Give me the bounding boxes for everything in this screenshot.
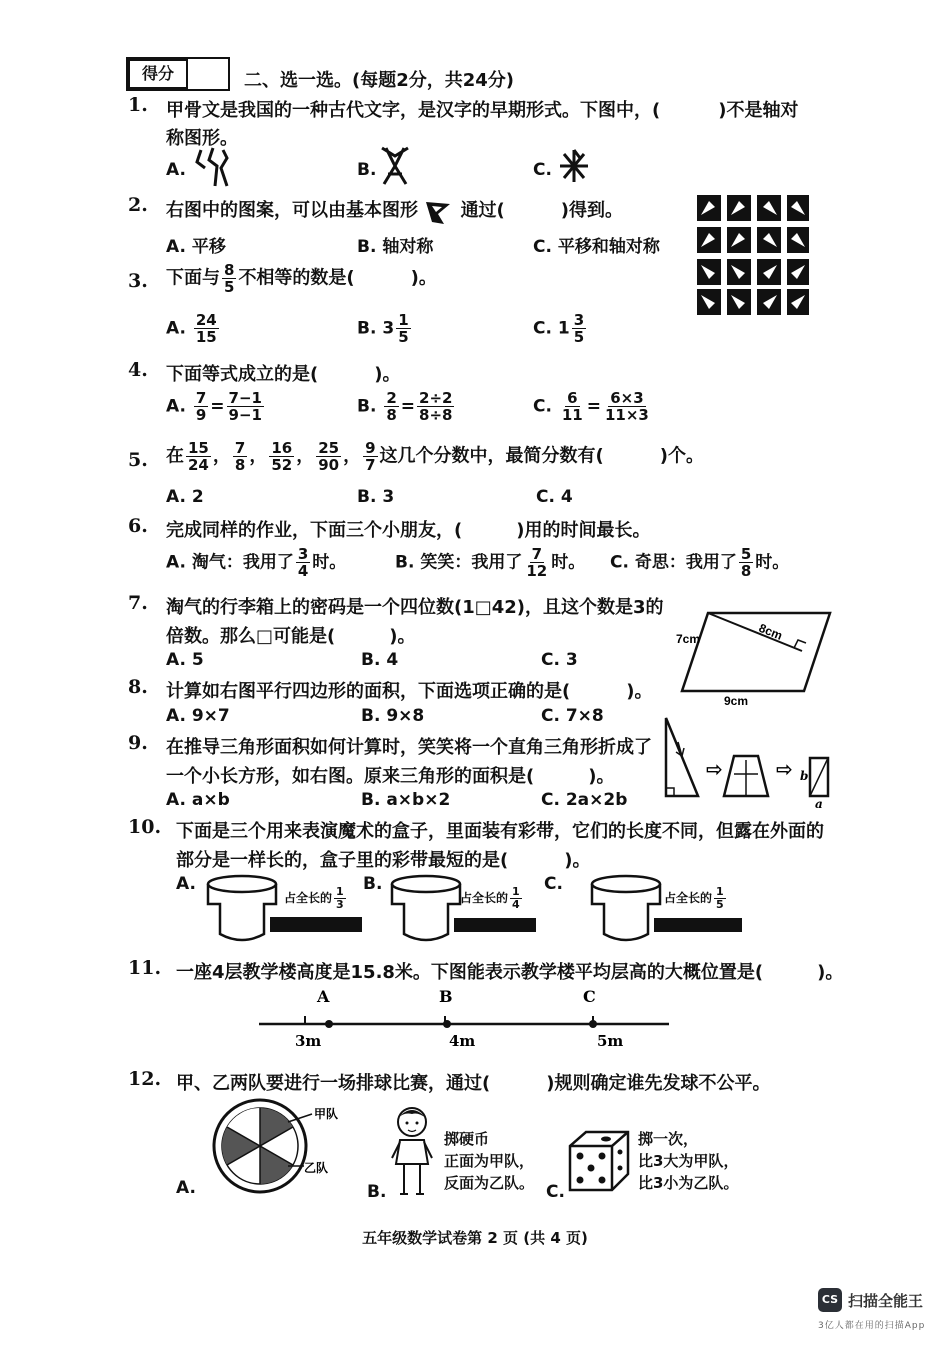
q11-text: 一座4层教学楼高度是15.8米。下图能表示教学楼平均层高的大概位置是( )。 xyxy=(176,962,844,983)
label-5m: 5m xyxy=(597,1032,624,1050)
section-title: 二、选一选。(每题2分，共24分) xyxy=(244,70,515,91)
q6-text: 完成同样的作业，下面三个小朋友，( )用的时间最长。 xyxy=(166,520,651,541)
point-c xyxy=(589,1020,597,1028)
q3-number: 3. xyxy=(128,270,148,292)
label-8cm: 8cm xyxy=(756,620,785,643)
q12-text: 甲、乙两队要进行一场排球比赛，通过( )规则确定谁先发球不公平。 xyxy=(176,1073,771,1094)
q12-option-b: B. xyxy=(367,1182,387,1202)
q5-number: 5. xyxy=(128,449,148,471)
q9-option-c: C. 2a×2b xyxy=(541,790,628,810)
q5-option-a: A. 2 xyxy=(166,487,204,507)
q7-option-a: A. 5 xyxy=(166,650,204,670)
point-a xyxy=(325,1020,333,1028)
ribbon-label-b: 占全长的 $\frac{1}{4}$ xyxy=(460,885,520,911)
label-jia: 甲队 xyxy=(314,1107,339,1121)
q4-option-c: C. $\frac{6}{11}$ = $\frac{6\times 3}{11\times 3}$ xyxy=(533,389,649,424)
q2-text: 右图中的图案，可以由基本图形 通过( )得到。 xyxy=(166,196,623,222)
q1-text: 甲骨文是我国的一种古代文字，是汉字的早期形式。下图中，( )不是轴对 xyxy=(166,100,799,121)
ribbon-label-a: 占全长的 $\frac{1}{3}$ xyxy=(284,885,344,911)
q11-number: 11. xyxy=(128,957,162,979)
q10-text-line2: 部分是一样长的，盒子里的彩带最短的是( )。 xyxy=(176,850,591,871)
oracle-glyph-c xyxy=(556,146,592,186)
q7-text-line2: 倍数。那么□可能是( )。 xyxy=(166,626,416,647)
q9-text: 在推导三角形面积如何计算时，笑笑将一个直角三角形折成了 xyxy=(166,737,652,758)
dice-rule: 掷一次， 比3大为甲队， 比3小为乙队。 xyxy=(638,1130,739,1192)
label-B: B xyxy=(439,987,453,1006)
coin-rule: 掷硬币 正面为甲队， 反面为乙队。 xyxy=(444,1130,535,1192)
q9-option-a: A. a×b xyxy=(166,790,230,810)
q1-option-a: A. xyxy=(166,160,186,180)
score-box xyxy=(126,57,230,91)
oracle-glyph-b xyxy=(378,144,412,188)
q6-option-a: A. 淘气：我用了 $\frac{3}{4}$ 时。 xyxy=(166,545,347,580)
ribbon-label-c: 占全长的 $\frac{1}{5}$ xyxy=(664,885,724,911)
q7-option-c: C. 3 xyxy=(541,650,578,670)
q9-option-b: B. a×b×2 xyxy=(361,790,451,810)
label-yi: 乙队 xyxy=(304,1161,329,1175)
q10-text: 下面是三个用来表演魔术的盒子，里面装有彩带，它们的长度不同，但露在外面的 xyxy=(176,821,824,842)
q2-option-a: A. 平移 xyxy=(166,237,226,257)
q8-option-b: B. 9×8 xyxy=(361,706,425,726)
q2-option-c: C. 平移和轴对称 xyxy=(533,237,660,257)
label-7cm: 7cm xyxy=(676,632,701,646)
label-9cm: 9cm xyxy=(724,694,749,708)
q5-option-c: C. 4 xyxy=(536,487,573,507)
watermark-subtitle: 3亿人都在用的扫描App xyxy=(818,1321,926,1331)
q6-option-b: B. 笑笑：我用了 $\frac{7}{12}$ 时。 xyxy=(395,545,586,580)
q3-option-c: C. 1 $\frac{3}{5}$ xyxy=(533,311,585,346)
q1-option-c: C. xyxy=(533,160,552,180)
q1-number: 1. xyxy=(128,94,148,116)
arrow-icon: ⇨ xyxy=(706,757,723,781)
q5-text: 在 $\frac{15}{24}$ ， $\frac{7}{8}$ ， $\frac{16}{52}$ ， $\frac{25}{90}$ ， $\frac{9}{7}$ 这几个分数中，最简分数有( )个。 xyxy=(166,439,704,474)
parallelogram-figure xyxy=(668,605,848,710)
watermark-title: 扫描全能王 xyxy=(848,1292,924,1310)
q7-option-b: B. 4 xyxy=(361,650,399,670)
child-figure xyxy=(390,1104,436,1200)
q9-number: 9. xyxy=(128,732,148,754)
oracle-glyph-a xyxy=(193,146,233,188)
q7-number: 7. xyxy=(128,592,148,614)
q5-option-b: B. 3 xyxy=(357,487,395,507)
label-A: A xyxy=(317,987,330,1006)
spinner-wheel-figure xyxy=(208,1096,348,1200)
q3-option-a: A. $\frac{24}{15}$ xyxy=(166,311,217,346)
q10-option-a: A. xyxy=(176,874,196,894)
label-C: C xyxy=(583,987,596,1006)
label-b: b xyxy=(800,769,809,783)
label-3m: 3m xyxy=(295,1032,322,1050)
q4-number: 4. xyxy=(128,359,148,381)
q8-option-a: A. 9×7 xyxy=(166,706,230,726)
q4-option-a: A. $\frac{7}{9}$ = $\frac{7-1}{9-1}$ xyxy=(166,389,262,424)
q7-text: 淘气的行李箱上的密码是一个四位数(1□42)，且这个数是3的 xyxy=(166,597,664,618)
label-a: a xyxy=(815,797,823,810)
q2-number: 2. xyxy=(128,194,148,216)
label-4m: 4m xyxy=(449,1032,476,1050)
q3-option-b: B. 3 $\frac{1}{5}$ xyxy=(357,311,409,346)
q2-option-b: B. 轴对称 xyxy=(357,237,434,257)
q12-option-c: C. xyxy=(546,1182,565,1202)
basic-shape-icon xyxy=(424,200,454,222)
q8-text: 计算如右图平行四边形的面积，下面选项正确的是( )。 xyxy=(166,681,653,702)
arrow-icon: ⇨ xyxy=(776,757,793,781)
fraction: $\frac{8}{5}$ xyxy=(224,261,235,296)
q8-option-c: C. 7×8 xyxy=(541,706,604,726)
triangle-fold-figure xyxy=(658,712,838,810)
q6-number: 6. xyxy=(128,515,148,537)
q12-number: 12. xyxy=(128,1068,162,1090)
pattern-grid-figure xyxy=(695,193,811,317)
dice-figure xyxy=(566,1128,632,1194)
q10-option-c: C. xyxy=(544,874,563,894)
q10-number: 10. xyxy=(128,816,162,838)
q4-text: 下面等式成立的是( )。 xyxy=(166,364,401,385)
q6-option-c: C. 奇思：我用了 $\frac{5}{8}$ 时。 xyxy=(610,545,790,580)
q12-option-a: A. xyxy=(176,1178,196,1198)
q8-number: 8. xyxy=(128,676,148,698)
q1-text-line2: 称图形。 xyxy=(166,128,238,149)
cs-logo-icon: CS xyxy=(818,1288,842,1312)
q10-option-b: B. xyxy=(363,874,383,894)
score-label: 得分 xyxy=(128,59,188,89)
q9-text-line2: 一个小长方形，如右图。原来三角形的面积是( )。 xyxy=(166,766,615,787)
number-line-figure xyxy=(255,982,675,1052)
q3-text: 下面与 $\frac{8}{5}$ 不相等的数是( )。 xyxy=(166,261,437,296)
q4-option-b: B. $\frac{2}{8}$ = $\frac{2\div 2}{8\div 8}$ xyxy=(357,389,453,424)
point-b xyxy=(443,1020,451,1028)
q1-option-b: B. xyxy=(357,160,377,180)
page-footer: 五年级数学试卷第 2 页 (共 4 页) xyxy=(362,1229,588,1247)
